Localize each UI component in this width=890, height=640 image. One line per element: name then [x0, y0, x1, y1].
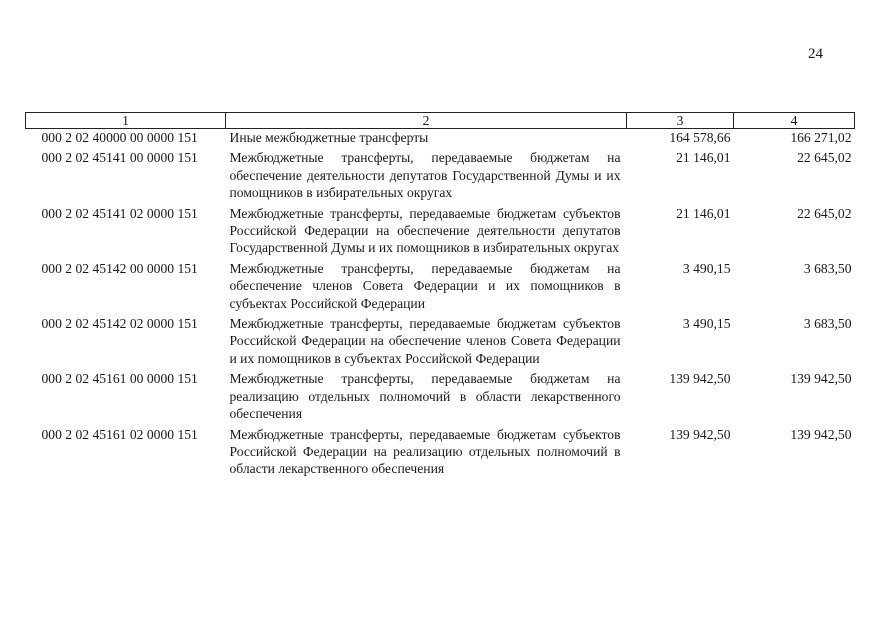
header-col-2: 2	[226, 113, 627, 129]
row-value-col3: 139 942,50	[669, 426, 731, 442]
table-row	[26, 370, 855, 425]
row-code: 000 2 02 45141 00 0000 151	[41, 150, 198, 166]
budget-table	[25, 112, 855, 481]
table-row	[26, 260, 855, 315]
table-row	[26, 129, 855, 150]
row-name: Межбюджетные трансферты, передаваемые бюджетам на обеспечение деятельности депутатов Государственной Думы и их помощников в избирательных округах	[229, 150, 621, 201]
row-value-col4: 166 271,02	[790, 130, 852, 145]
row-value-col3: 3 490,15	[682, 260, 731, 276]
row-name: Межбюджетные трансферты, передаваемые бюджетам субъектов Российской Федерации на обеспечение членов Совета Федерации и их помощников в субъектах Российской Федерации	[229, 316, 621, 366]
header-col-3: 3	[627, 113, 734, 129]
header-col-4: 4	[734, 113, 855, 129]
row-value-col3: 3 490,15	[682, 316, 731, 332]
row-value-col4: 22 645,02	[797, 205, 852, 221]
table-row	[26, 426, 855, 481]
row-value-col4: 22 645,02	[797, 150, 852, 166]
row-value-col3: 164 578,66	[669, 130, 731, 145]
row-value-col4: 3 683,50	[803, 260, 852, 276]
row-name: Межбюджетные трансферты, передаваемые бюджетам на реализацию отдельных полномочий в области лекарственного обеспечения	[229, 371, 621, 422]
row-name: Межбюджетные трансферты, передаваемые бюджетам на обеспечение членов Совета Федерации и их помощников в субъектах Российской Федерации	[229, 260, 621, 311]
table-row	[26, 149, 855, 204]
row-code: 000 2 02 45161 00 0000 151	[41, 371, 198, 387]
row-code: 000 2 02 40000 00 0000 151	[41, 130, 198, 145]
row-code: 000 2 02 45142 00 0000 151	[41, 260, 198, 276]
row-name: Межбюджетные трансферты, передаваемые бюджетам субъектов Российской Федерации на реализацию отдельных полномочий в области лекарственного обеспечения	[229, 426, 621, 477]
row-name: Межбюджетные трансферты, передаваемые бюджетам субъектов Российской Федерации на обеспечение деятельности депутатов Государственной Думы и их помощников в избирательных округах	[229, 205, 621, 256]
table-row	[26, 205, 855, 260]
row-value-col4: 139 942,50	[790, 371, 852, 387]
row-code: 000 2 02 45141 02 0000 151	[41, 205, 198, 221]
row-name: Иные межбюджетные трансферты	[229, 130, 429, 145]
header-row	[26, 113, 855, 129]
page-number: 24	[808, 46, 823, 62]
row-code: 000 2 02 45142 02 0000 151	[41, 316, 198, 332]
row-value-col3: 21 146,01	[676, 150, 731, 166]
row-code: 000 2 02 45161 02 0000 151	[41, 426, 198, 442]
row-value-col4: 139 942,50	[790, 426, 852, 442]
table-row	[26, 315, 855, 370]
row-value-col4: 3 683,50	[803, 316, 852, 332]
row-value-col3: 21 146,01	[676, 205, 731, 221]
header-col-1: 1	[26, 113, 226, 129]
row-value-col3: 139 942,50	[669, 371, 731, 387]
